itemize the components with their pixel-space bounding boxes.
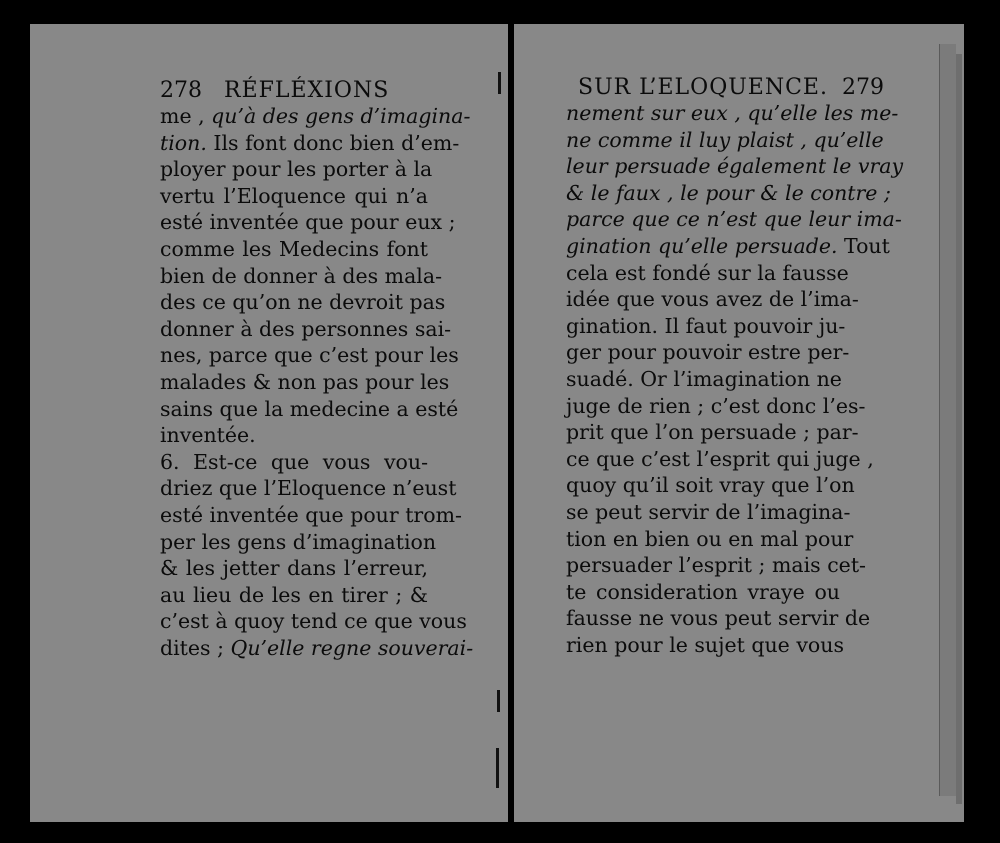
text-segment: ger pour pouvoir estre per- (566, 340, 850, 365)
text-segment: prit que l’on persuade ; par- (566, 420, 859, 445)
text-line (566, 419, 859, 446)
text-segment: 6. Est-ce que vous vou- (160, 449, 428, 474)
text-segment: & les jetter dans l’erreur, (160, 556, 428, 581)
right-page-text (566, 100, 904, 658)
page-edges (939, 44, 956, 796)
text-segment: vertu l’Eloquence qui n’a (160, 183, 428, 208)
text-line (566, 153, 904, 180)
text-segment: donner à des personnes sai- (160, 316, 452, 341)
text-segment: idée que vous avez de l’ima- (566, 287, 859, 312)
text-line (160, 316, 452, 343)
text-segment: me , (160, 104, 212, 128)
text-line (566, 180, 891, 207)
spine-stitch-mark (497, 690, 500, 712)
text-segment: Tout (837, 233, 890, 258)
text-segment: tion en bien ou en mal pour (566, 526, 854, 551)
text-line (160, 369, 450, 396)
text-line (160, 555, 428, 582)
text-segment: bien de donner à des mala- (160, 263, 443, 288)
left-page-text (160, 103, 474, 661)
text-line (160, 422, 428, 449)
text-segment: ployer pour les porter à la (160, 157, 433, 182)
text-segment: Qu’elle regne souverai- (230, 635, 474, 660)
text-segment: sains que la medecine a esté (160, 396, 459, 421)
text-line (566, 206, 902, 233)
text-segment: esté inventée que pour eux ; (160, 210, 456, 235)
text-line (160, 342, 459, 369)
text-line (160, 608, 467, 635)
text-segment: Ils font donc bien d’em- (206, 130, 460, 155)
text-line (566, 233, 890, 260)
text-line (160, 103, 471, 130)
spine-stitch-mark (496, 748, 499, 788)
text-line (566, 100, 899, 127)
page-number-right: 279 (841, 75, 884, 100)
running-title-right: SUR L’ELOQUENCE. (578, 75, 828, 100)
text-segment: se peut servir de l’imagina- (566, 499, 851, 524)
text-segment: inventée. (160, 423, 256, 448)
text-line (160, 263, 443, 290)
text-line (160, 236, 428, 263)
text-segment: tion. (160, 130, 207, 155)
text-segment: parce que ce n’est que leur ima- (566, 207, 902, 232)
text-segment: au lieu de les en tirer ; & (160, 582, 428, 607)
text-segment: gination qu’elle persuade. (566, 233, 838, 258)
text-line (160, 529, 437, 556)
text-line (566, 446, 874, 473)
text-segment: quoy qu’il soit vray que l’on (566, 473, 855, 498)
text-segment: leur persuade également le vray (566, 154, 904, 179)
text-segment: driez que l’Eloquence n’eust (160, 476, 457, 501)
text-segment: suadé. Or l’imagination ne (566, 366, 842, 391)
text-line (566, 313, 846, 340)
text-line (160, 289, 446, 316)
text-line (566, 499, 851, 526)
text-line (566, 260, 849, 287)
text-line (566, 472, 855, 499)
page-number-left: 278 (160, 78, 202, 103)
text-line (160, 635, 474, 662)
text-segment: ne comme il luy plaist , qu’elle (566, 127, 884, 152)
left-running-head (160, 78, 389, 103)
right-running-head (578, 75, 884, 100)
text-line (566, 339, 850, 366)
text-line (566, 579, 840, 606)
text-segment: comme les Medecins font (160, 236, 428, 261)
text-line (160, 502, 462, 529)
text-line (160, 396, 459, 423)
text-line (160, 209, 456, 236)
text-segment: qu’à des gens d’imagina- (211, 104, 471, 128)
text-segment: per les gens d’imagination (160, 529, 437, 554)
text-line (566, 127, 884, 154)
text-segment: & le faux , le pour & le contre ; (566, 180, 891, 205)
text-segment: cela est fondé sur la fausse (566, 260, 849, 285)
text-line (566, 632, 844, 659)
text-segment: nement sur eux , qu’elle les me- (566, 101, 899, 125)
text-line (160, 475, 457, 502)
text-segment: ce que c’est l’esprit qui juge , (566, 446, 874, 471)
text-segment: esté inventée que pour trom- (160, 502, 462, 527)
text-segment: nes, parce que c’est pour les (160, 343, 459, 368)
text-line (160, 582, 428, 609)
text-line (160, 156, 433, 183)
text-segment: juge de rien ; c’est donc l’es- (566, 393, 866, 418)
text-line (566, 526, 854, 553)
running-title-left: RÉFLÉXIONS (224, 78, 390, 103)
text-segment: fausse ne vous peut servir de (566, 606, 871, 631)
text-line (566, 366, 840, 393)
spine-stitch-mark (498, 72, 501, 94)
text-segment: des ce qu’on ne devroit pas (160, 290, 446, 315)
text-segment: malades & non pas pour les (160, 369, 450, 394)
text-line (160, 449, 428, 476)
text-line (566, 605, 871, 632)
text-line (566, 393, 866, 420)
text-line (566, 286, 859, 313)
page-edges-outer (956, 54, 962, 804)
text-segment: rien pour le sujet que vous (566, 632, 844, 657)
text-line (160, 130, 460, 157)
text-segment: persuader l’esprit ; mais cet- (566, 553, 866, 578)
text-segment: c’est à quoy tend ce que vous (160, 609, 467, 634)
text-line (160, 183, 428, 210)
text-segment: gination. Il faut pouvoir ju- (566, 313, 846, 338)
text-segment: dites ; (160, 635, 231, 660)
text-segment: te consideration vraye ou (566, 579, 840, 604)
text-line (566, 552, 866, 579)
